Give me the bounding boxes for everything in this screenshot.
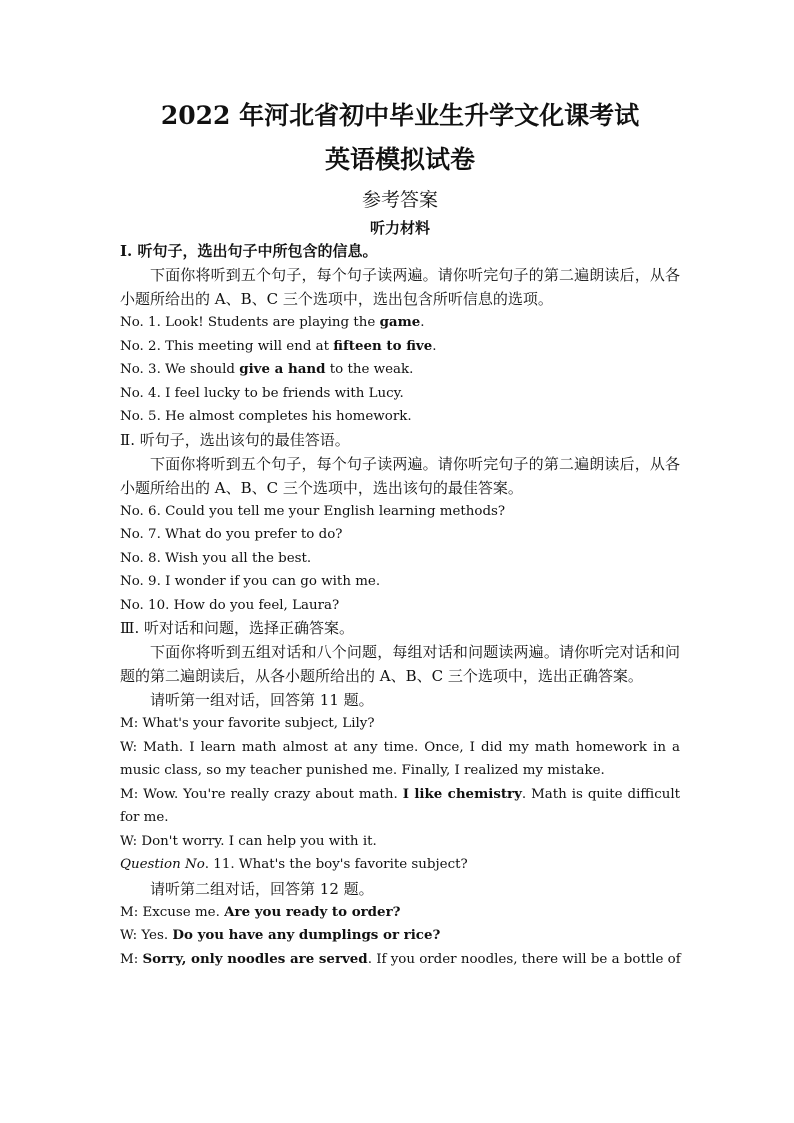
dialog-line: M: What's your favorite subject, Lily? xyxy=(120,716,375,731)
dialog-line: W: Yes. Do you have any dumplings or rice? xyxy=(120,927,441,943)
document-subtitle: 英语模拟试卷 xyxy=(324,145,475,174)
document-content xyxy=(120,96,680,971)
question-item: No. 7. What do you prefer to do? xyxy=(120,527,343,542)
question-item: No. 10. How do you feel, Laura? xyxy=(120,597,340,613)
question-line: Question No. 11. What's the boy's favorite subject? xyxy=(120,857,468,872)
question-item: No. 1. Look! Students are playing the game. xyxy=(120,314,425,330)
question-item: No. 4. I feel lucky to be friends with Lucy. xyxy=(120,385,404,401)
question-item: No. 6. Could you tell me your English learning methods? xyxy=(120,503,506,519)
answer-key-heading: 参考答案 xyxy=(361,189,438,211)
question-item: No. 5. He almost completes his homework. xyxy=(120,409,412,424)
question-item: No. 9. I wonder if you can go with me. xyxy=(120,574,381,589)
dialog-line: W: Math. I learn math almost at any time. Once, I did my math homework in a music class, so my teacher punished me. Finally, I realized my mistake. xyxy=(120,739,680,778)
group-2-intro: 请听第二组对话，回答第 12 题。 xyxy=(150,879,374,898)
dialog-line: M: Excuse me. Are you ready to order? xyxy=(120,903,401,920)
section-1-heading: Ⅰ. 听句子，选出句子中所包含的信息。 xyxy=(120,242,378,260)
dialog-line: W: Don't worry. I can help you with it. xyxy=(120,833,377,849)
dialog-line: M: Wow. You're really crazy about math. I like chemistry. Math is quite difficult for me. xyxy=(120,785,680,825)
document-title: 2022 年河北省初中毕业生升学文化课考试 xyxy=(160,101,640,130)
question-item: No. 3. We should give a hand to the weak. xyxy=(120,361,414,377)
section-3-instruction: 下面你将听到五组对话和八个问题，每组对话和问题读两遍。请你听完对话和问题的第二遍朗读后，从各小题所给出的 A、B、C 三个选项中，选出正确答案。 xyxy=(120,643,680,685)
group-1-intro: 请听第一组对话，回答第 11 题。 xyxy=(150,691,374,709)
section-1-instruction: 下面你将听到五个句子，每个句子读两遍。请你听完句子的第二遍朗读后，从各小题所给出的 A、B、C 三个选项中，选出包含所听信息的选项。 xyxy=(120,266,680,308)
section-2-heading: Ⅱ. 听句子，选出该句的最佳答语。 xyxy=(120,430,350,449)
listening-material-heading: 听力材料 xyxy=(369,219,430,237)
question-item: No. 8. Wish you all the best. xyxy=(120,550,312,566)
section-3-heading: Ⅲ. 听对话和问题，选择正确答案。 xyxy=(120,619,355,637)
dialog-line: M: Sorry, only noodles are served. If you order noodles, there will be a bottle of xyxy=(120,950,681,967)
section-2-instruction: 下面你将听到五个句子，每个句子读两遍。请你听完句子的第二遍朗读后，从各小题所给出的 A、B、C 三个选项中，选出该句的最佳答案。 xyxy=(120,454,680,497)
question-item: No. 2. This meeting will end at fifteen to five. xyxy=(120,337,437,354)
